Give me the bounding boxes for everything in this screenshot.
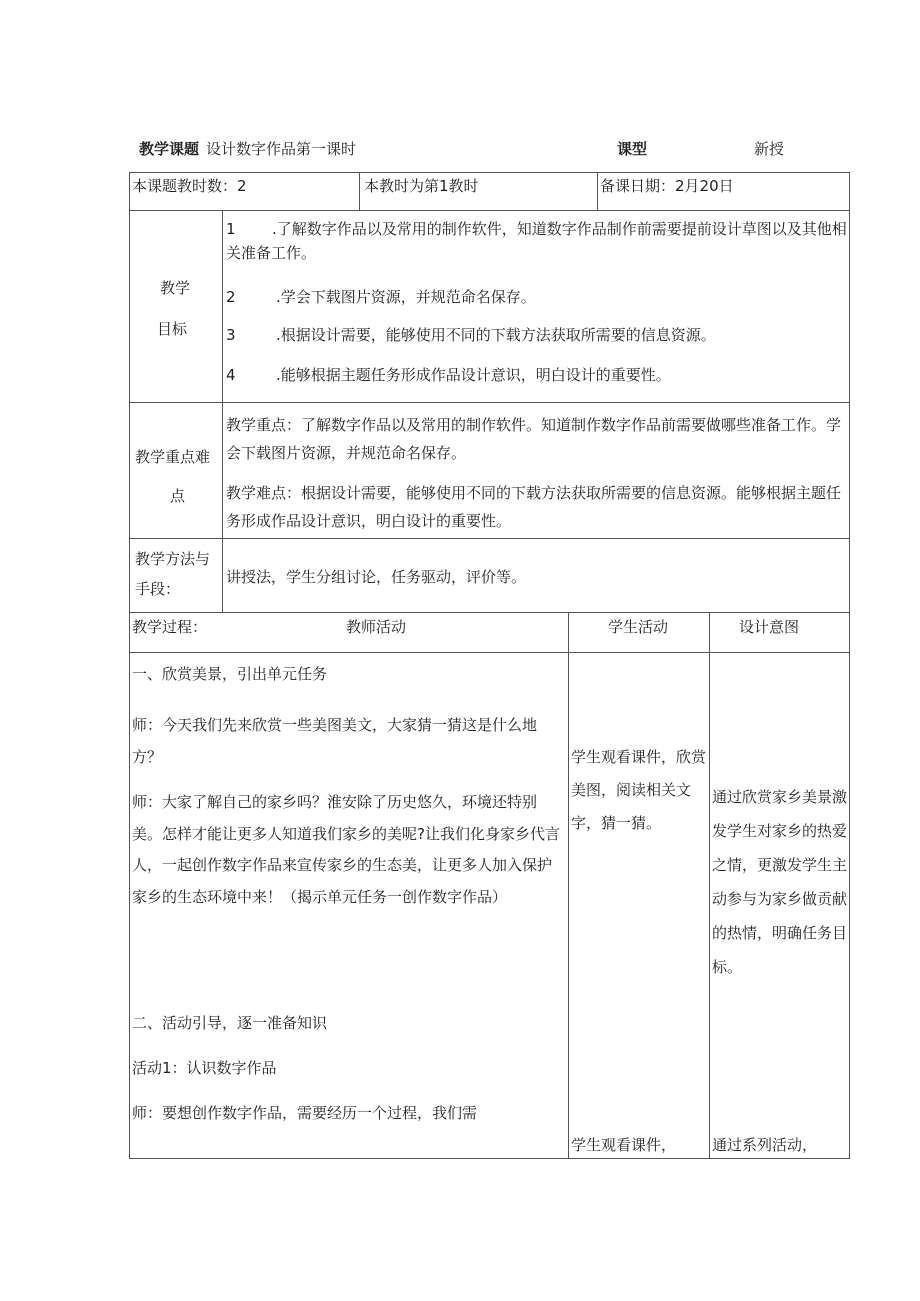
row-divider bbox=[129, 402, 850, 403]
row-divider bbox=[129, 210, 850, 211]
objective-text: .能够根据主题任务形成作品设计意识，明白设计的重要性。 bbox=[276, 366, 671, 384]
activity-title: 活动1：认识数字作品 bbox=[132, 1059, 277, 1077]
objective-text: .学会下载图片资源，并规范命名保存。 bbox=[276, 288, 536, 306]
total-hours: 本课题教时数：2 bbox=[132, 177, 247, 195]
row-divider bbox=[129, 652, 850, 653]
design-intent-header: 设计意图 bbox=[739, 618, 800, 636]
lesson-type-value: 新授 bbox=[754, 140, 785, 158]
objectives-label: 教学 bbox=[160, 279, 191, 297]
section-title: 二、活动引导，逐一准备知识 bbox=[132, 1014, 328, 1032]
col-divider bbox=[597, 172, 598, 210]
key-points-label: 教学重点难 bbox=[135, 448, 211, 466]
lesson-type-label: 课型 bbox=[617, 140, 648, 158]
student-activity-text: 学生观看课件， bbox=[571, 1136, 677, 1154]
teacher-activity-header: 教师活动 bbox=[346, 618, 407, 636]
student-activity-text: 学生观看课件，欣赏美图，阅读相关文字，猜一猜。 bbox=[571, 748, 707, 832]
process-label: 教学过程： bbox=[132, 618, 208, 636]
design-intent-text: 通过欣赏家乡美景激发学生对家乡的热爱之情，更激发学生主动参与为家乡做贡献的热情，明确任务目标。 bbox=[712, 788, 848, 976]
methods-label: 教学方法与 bbox=[135, 550, 211, 568]
lesson-title-value: 设计数字作品第一课时 bbox=[206, 140, 357, 158]
teacher-paragraph: 师：大家了解自己的家乡吗？淮安除了历史悠久，环境还特别美。怎样才能让更多人知道我们家乡的美呢?让我们化身家乡代言人，一起创作数字作品来宣传家乡的生态美，让更多人加入保护家乡的生态环境中来！（揭示单元任务一创作数字作品） bbox=[132, 793, 560, 906]
row-divider bbox=[129, 612, 850, 613]
col-divider bbox=[709, 612, 710, 1159]
objective-text: .了解数字作品以及常用的制作软件，知道数字作品制作前需要提前设计草图以及其他相关准备工作。 bbox=[226, 220, 847, 262]
lesson-title-label: 教学课题 bbox=[139, 140, 200, 158]
key-points-label: 点 bbox=[170, 487, 186, 505]
col-divider bbox=[359, 172, 360, 210]
teacher-paragraph: 师：要想创作数字作品，需要经历一个过程，我们需 bbox=[132, 1104, 478, 1122]
teaching-difficulty: 教学难点：根据设计需要，能够使用不同的下载方法获取所需要的信息资源。能够根据主题任务形成作品设计意识，明白设计的重要性。 bbox=[226, 484, 842, 530]
col-divider bbox=[568, 612, 569, 1159]
objective-number: 3 bbox=[226, 326, 236, 344]
methods-label: 手段： bbox=[135, 580, 181, 598]
methods-value: 讲授法，学生分组讨论，任务驱动，评价等。 bbox=[226, 568, 527, 586]
col-divider bbox=[222, 210, 223, 612]
section-title: 一、欣赏美景，引出单元任务 bbox=[132, 665, 328, 683]
teaching-focus: 教学重点：了解数字作品以及常用的制作软件。知道制作数字作品前需要做哪些准备工作。学会下载图片资源，并规范命名保存。 bbox=[226, 416, 842, 462]
design-intent-text: 通过系列活动， bbox=[712, 1136, 818, 1154]
current-hour: 本教时为第1教时 bbox=[364, 177, 479, 195]
objective-number: 4 bbox=[226, 366, 236, 384]
objective-text: .根据设计需要，能够使用不同的下载方法获取所需要的信息资源。 bbox=[276, 326, 716, 344]
student-activity-header: 学生活动 bbox=[608, 618, 669, 636]
objective-number: 1 bbox=[226, 220, 236, 238]
prep-date: 备课日期：2月20日 bbox=[600, 177, 734, 195]
teacher-paragraph: 师：今天我们先来欣赏一些美图美文，大家猜一猜这是什么地方？ bbox=[132, 716, 538, 766]
row-divider bbox=[129, 538, 850, 539]
objective-number: 2 bbox=[226, 288, 236, 306]
objectives-label: 目标 bbox=[157, 320, 188, 338]
